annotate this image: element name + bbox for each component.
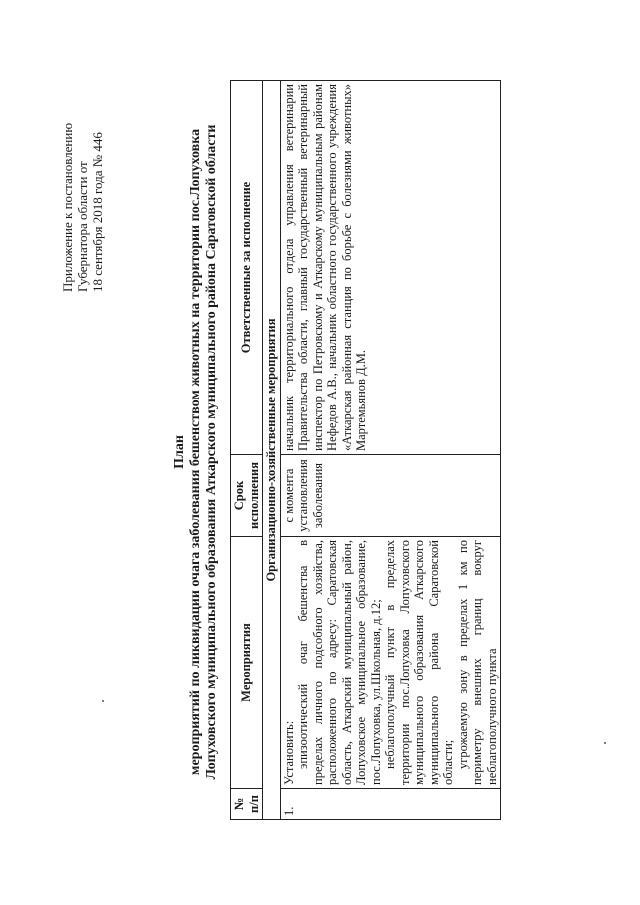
header-number: № п/п: [231, 789, 263, 820]
activity-paragraph: эпизоотический очаг бешенства в пределах личного подсобного хозяйства, расположенного по адресу: Саратовская область, Аткарский муниципальный район, Лопуховское муниципальное образование, пос.Лопуховка, ул.Школьная, д.12;: [296, 540, 383, 785]
row-activity: [280, 537, 501, 789]
row-term: с момента установления заболевания: [280, 455, 501, 537]
title-line-2: Лопуховского муниципального образования Аткарского муниципального района Саратовской области: [204, 124, 219, 780]
section-row: [263, 81, 281, 820]
table-row: [280, 81, 501, 820]
scan-speck: [102, 700, 104, 702]
appendix-line-3: 18 сентября 2018 года № 446: [90, 132, 105, 292]
header-responsible: Ответственные за исполнение: [231, 81, 263, 455]
appendix-line-1: Приложение к постановлению: [60, 122, 75, 292]
scan-speck: [604, 742, 606, 744]
activity-paragraph: неблагополучный пункт в пределах территории пос.Лопуховка Лопуховского муниципального образования Аткарского муниципального района Саратовской области;: [383, 540, 455, 785]
row-responsible: начальник территориального отдела управления ветеринарии Правительства области, главный государственный ветеринарный инспектор по Петровскому и Аткарскому муниципальным районам Нефедов А.В., начальник областного государственного учреждения «Аткарская районная станция по борьбе с болезнями животных» Мартемьянов Д.М.: [280, 81, 501, 455]
activity-paragraph: Установить:: [281, 720, 296, 785]
appendix-line-2: Губернатора области от: [75, 161, 90, 292]
table-header-row: [231, 81, 263, 820]
appendix-note: [60, 52, 105, 292]
rotated-document-page: [60, 42, 580, 862]
title-line-1: мероприятий по ликвидации очага заболевания бешенством животных на территории пос.Лопуховка: [188, 128, 203, 776]
section-title: Организационно-хозяйственные мероприятия: [263, 81, 281, 820]
document-title: [172, 42, 220, 862]
header-activities: Мероприятия: [231, 537, 263, 789]
activities-table: [230, 80, 501, 820]
title-heading: План: [172, 435, 187, 469]
activity-paragraph: угрожаемую зону в пределах 1 км по периметру внешних границ вокруг неблагополучного пункта: [455, 540, 499, 785]
row-number: 1.: [280, 789, 501, 820]
header-term: Срок исполнения: [231, 455, 263, 537]
